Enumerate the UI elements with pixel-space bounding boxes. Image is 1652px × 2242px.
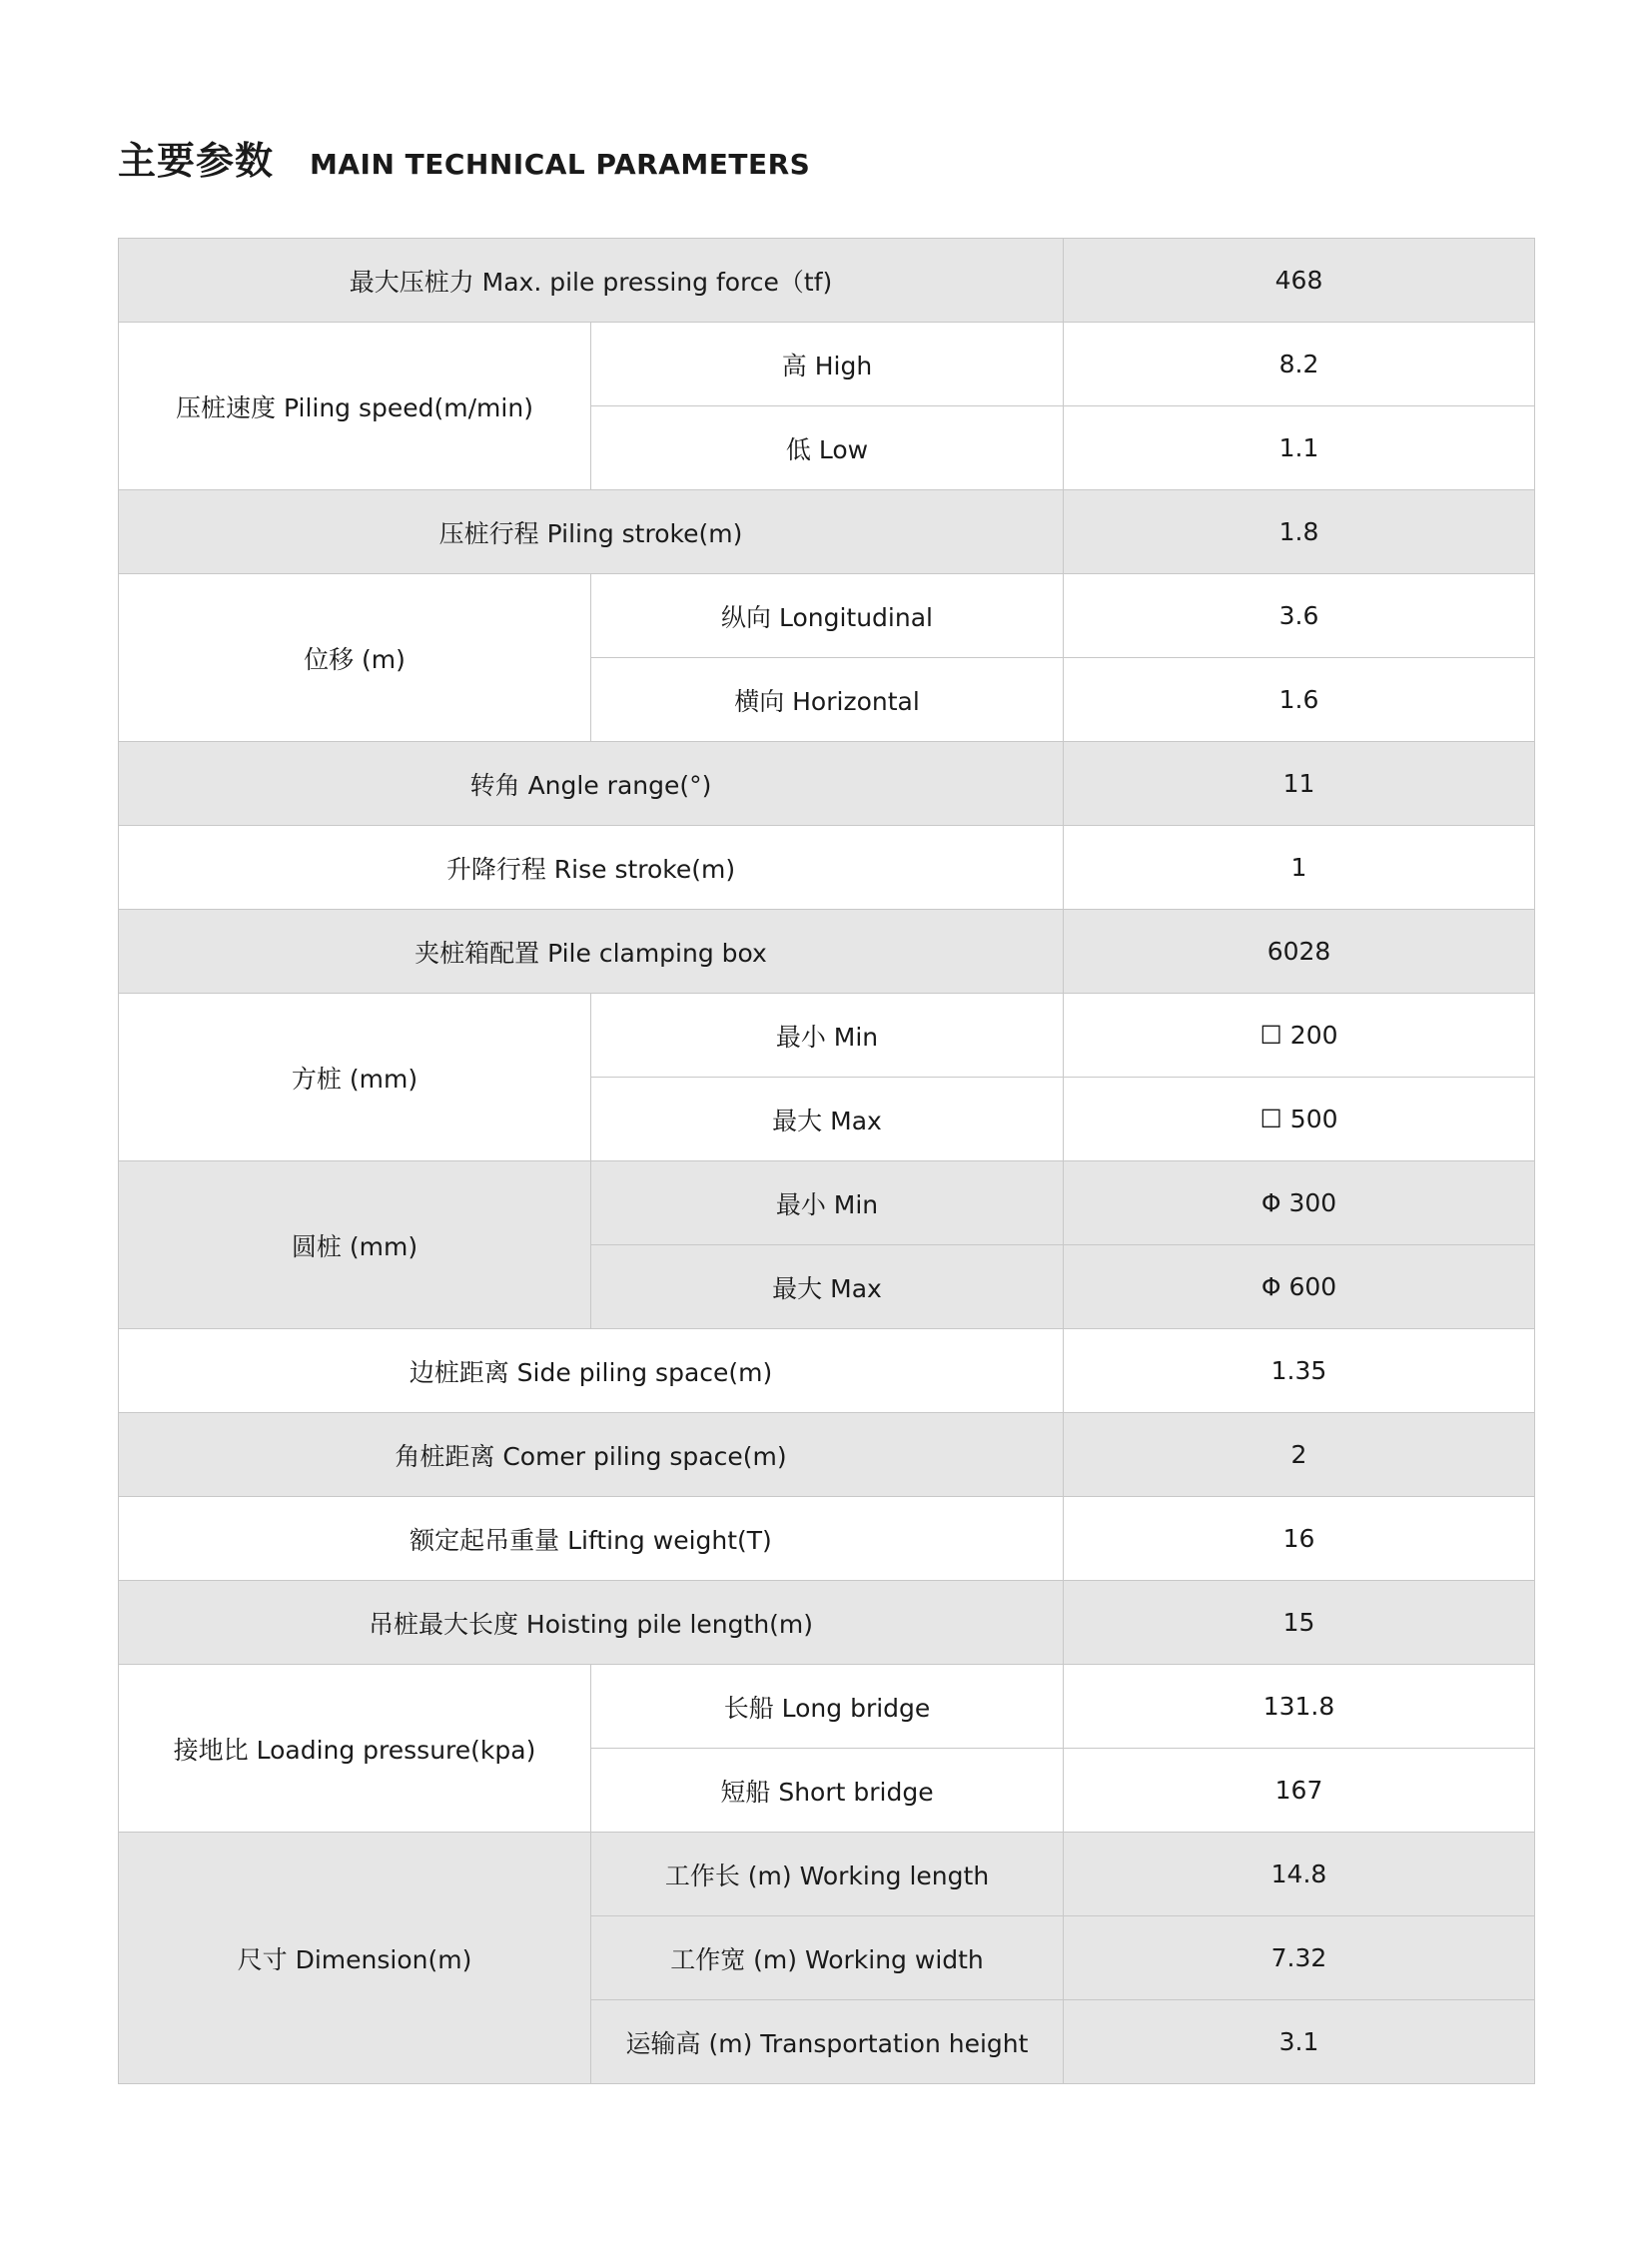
table-row [119, 1329, 1535, 1413]
param-value: 468 [1064, 239, 1535, 323]
param-sub-label: 短船 Short bridge [591, 1749, 1064, 1833]
param-value: 1.1 [1064, 406, 1535, 490]
param-sub-label: 最大 Max [591, 1078, 1064, 1161]
param-value: 1 [1064, 826, 1535, 910]
table-row [119, 994, 1535, 1078]
param-group-label: 尺寸 Dimension(m) [119, 1833, 591, 2084]
table-row [119, 574, 1535, 658]
param-sub-label: 工作宽 (m) Working width [591, 1916, 1064, 2000]
param-sub-label: 纵向 Longitudinal [591, 574, 1064, 658]
param-sub-label: 最大 Max [591, 1245, 1064, 1329]
param-value: 1.8 [1064, 490, 1535, 574]
table-row [119, 742, 1535, 826]
param-label: 压桩行程 Piling stroke(m) [119, 490, 1064, 574]
param-label: 角桩距离 Comer piling space(m) [119, 1413, 1064, 1497]
param-label: 夹桩箱配置 Pile clamping box [119, 910, 1064, 994]
param-sub-label: 运输高 (m) Transportation height [591, 2000, 1064, 2084]
param-value: Φ 600 [1064, 1245, 1535, 1329]
param-value: ☐ 200 [1064, 994, 1535, 1078]
param-sub-label: 低 Low [591, 406, 1064, 490]
table-row [119, 1497, 1535, 1581]
param-value: 167 [1064, 1749, 1535, 1833]
param-label: 额定起吊重量 Lifting weight(T) [119, 1497, 1064, 1581]
param-group-label: 压桩速度 Piling speed(m/min) [119, 323, 591, 490]
param-value: 3.1 [1064, 2000, 1535, 2084]
param-value: 8.2 [1064, 323, 1535, 406]
param-value: 1.35 [1064, 1329, 1535, 1413]
param-value: 11 [1064, 742, 1535, 826]
table-row [119, 910, 1535, 994]
table-row [119, 1581, 1535, 1665]
table-row [119, 1161, 1535, 1245]
table-row [119, 490, 1535, 574]
param-value: 14.8 [1064, 1833, 1535, 1916]
param-label: 边桩距离 Side piling space(m) [119, 1329, 1064, 1413]
param-value: 16 [1064, 1497, 1535, 1581]
param-label: 升降行程 Rise stroke(m) [119, 826, 1064, 910]
param-group-label: 方桩 (mm) [119, 994, 591, 1161]
param-label: 吊桩最大长度 Hoisting pile length(m) [119, 1581, 1064, 1665]
param-value: 15 [1064, 1581, 1535, 1665]
param-sub-label: 最小 Min [591, 994, 1064, 1078]
param-label: 最大压桩力 Max. pile pressing force（tf) [119, 239, 1064, 323]
param-sub-label: 横向 Horizontal [591, 658, 1064, 742]
table-row [119, 1833, 1535, 1916]
param-group-label: 接地比 Loading pressure(kpa) [119, 1665, 591, 1833]
param-sub-label: 高 High [591, 323, 1064, 406]
param-label: 转角 Angle range(°) [119, 742, 1064, 826]
technical-parameters-table [118, 238, 1535, 2084]
heading-chinese: 主要参数 [118, 139, 275, 183]
param-sub-label: 最小 Min [591, 1161, 1064, 1245]
param-sub-label: 工作长 (m) Working length [591, 1833, 1064, 1916]
param-value: 6028 [1064, 910, 1535, 994]
table-row [119, 1665, 1535, 1749]
param-group-label: 位移 (m) [119, 574, 591, 742]
table-row [119, 239, 1535, 323]
table-row [119, 323, 1535, 406]
param-value: ☐ 500 [1064, 1078, 1535, 1161]
param-value: 3.6 [1064, 574, 1535, 658]
heading-english: MAIN TECHNICAL PARAMETERS [310, 148, 811, 181]
param-value: 7.32 [1064, 1916, 1535, 2000]
page-heading [118, 130, 810, 185]
table-row [119, 1413, 1535, 1497]
param-value: 131.8 [1064, 1665, 1535, 1749]
param-value: Φ 300 [1064, 1161, 1535, 1245]
param-sub-label: 长船 Long bridge [591, 1665, 1064, 1749]
param-group-label: 圆桩 (mm) [119, 1161, 591, 1329]
table-row [119, 826, 1535, 910]
param-value: 1.6 [1064, 658, 1535, 742]
param-value: 2 [1064, 1413, 1535, 1497]
